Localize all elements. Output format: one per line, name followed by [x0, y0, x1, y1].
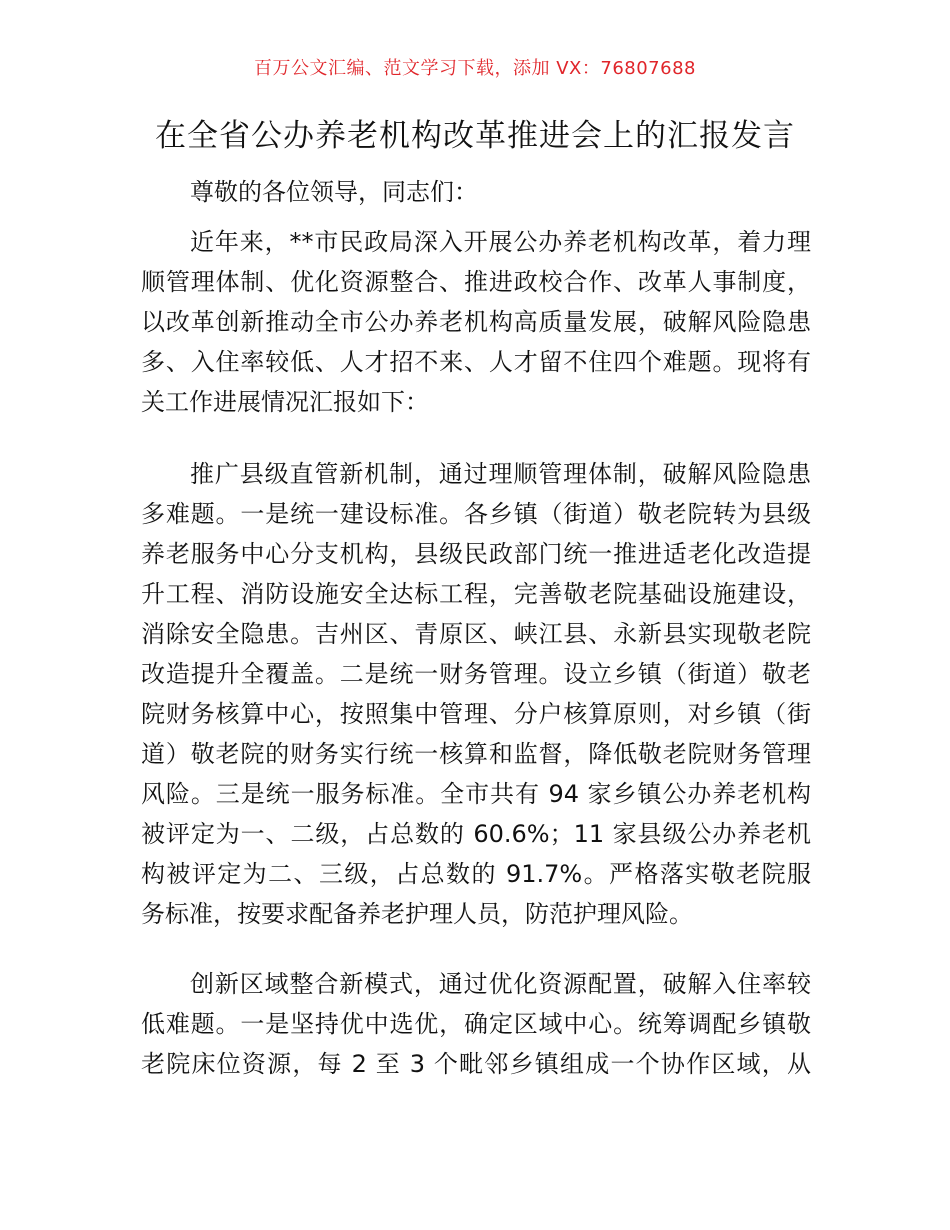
paragraph-line: 老院床位资源，每 2 至 3 个毗邻乡镇组成一个协作区域，从	[141, 1050, 811, 1078]
paragraph-line: 低难题。一是坚持优中选优，确定区域中心。统筹调配乡镇敬	[141, 1010, 811, 1038]
paragraph-line: 养老服务中心分支机构，县级民政部门统一推进适老化改造提	[141, 540, 811, 568]
paragraph-line: 推广县级直管新机制，通过理顺管理体制，破解风险隐患	[190, 460, 811, 488]
promo-banner: 百万公文汇编、范文学习下载，添加 VX：76807688	[254, 58, 696, 79]
paragraph-line: 务标准，按要求配备养老护理人员，防范护理风险。	[141, 900, 693, 928]
paragraph-county-mechanism	[141, 454, 811, 934]
paragraph-line: 顺管理体制、优化资源整合、推进政校合作、改革人事制度，	[141, 268, 811, 296]
paragraph-line: 多、入住率较低、人才招不来、人才留不住四个难题。现将有	[141, 348, 811, 376]
paragraph-line: 消除安全隐患。吉州区、青原区、峡江县、永新县实现敬老院	[141, 620, 811, 648]
paragraph-line: 风险。三是统一服务标准。全市共有 94 家乡镇公办养老机构	[141, 780, 811, 808]
paragraph-line: 院财务核算中心，按照集中管理、分户核算原则，对乡镇（街	[141, 700, 811, 728]
paragraph-line: 以改革创新推动全市公办养老机构高质量发展，破解风险隐患	[141, 308, 811, 336]
paragraph-regional-integration	[141, 964, 811, 1084]
paragraph-line: 多难题。一是统一建设标准。各乡镇（街道）敬老院转为县级	[141, 500, 811, 528]
paragraph-line: 被评定为一、二级，占总数的 60.6%；11 家县级公办养老机	[141, 820, 811, 848]
paragraph-line: 创新区域整合新模式，通过优化资源配置，破解入住率较	[190, 970, 811, 998]
paragraph-line: 关工作进展情况汇报如下：	[141, 388, 429, 416]
paragraph-line: 升工程、消防设施安全达标工程，完善敬老院基础设施建设，	[141, 580, 811, 608]
paragraph-line: 近年来，**市民政局深入开展公办养老机构改革，着力理	[190, 228, 811, 256]
document-title: 在全省公办养老机构改革推进会上的汇报发言	[155, 118, 795, 154]
paragraph-line: 改造提升全覆盖。二是统一财务管理。设立乡镇（街道）敬老	[141, 660, 811, 688]
greeting: 尊敬的各位领导，同志们：	[190, 178, 478, 206]
paragraph-line: 道）敬老院的财务实行统一核算和监督，降低敬老院财务管理	[141, 740, 811, 768]
paragraph-line: 构被评定为二、三级，占总数的 91.7%。严格落实敬老院服	[141, 860, 811, 888]
paragraph-intro	[141, 222, 811, 422]
